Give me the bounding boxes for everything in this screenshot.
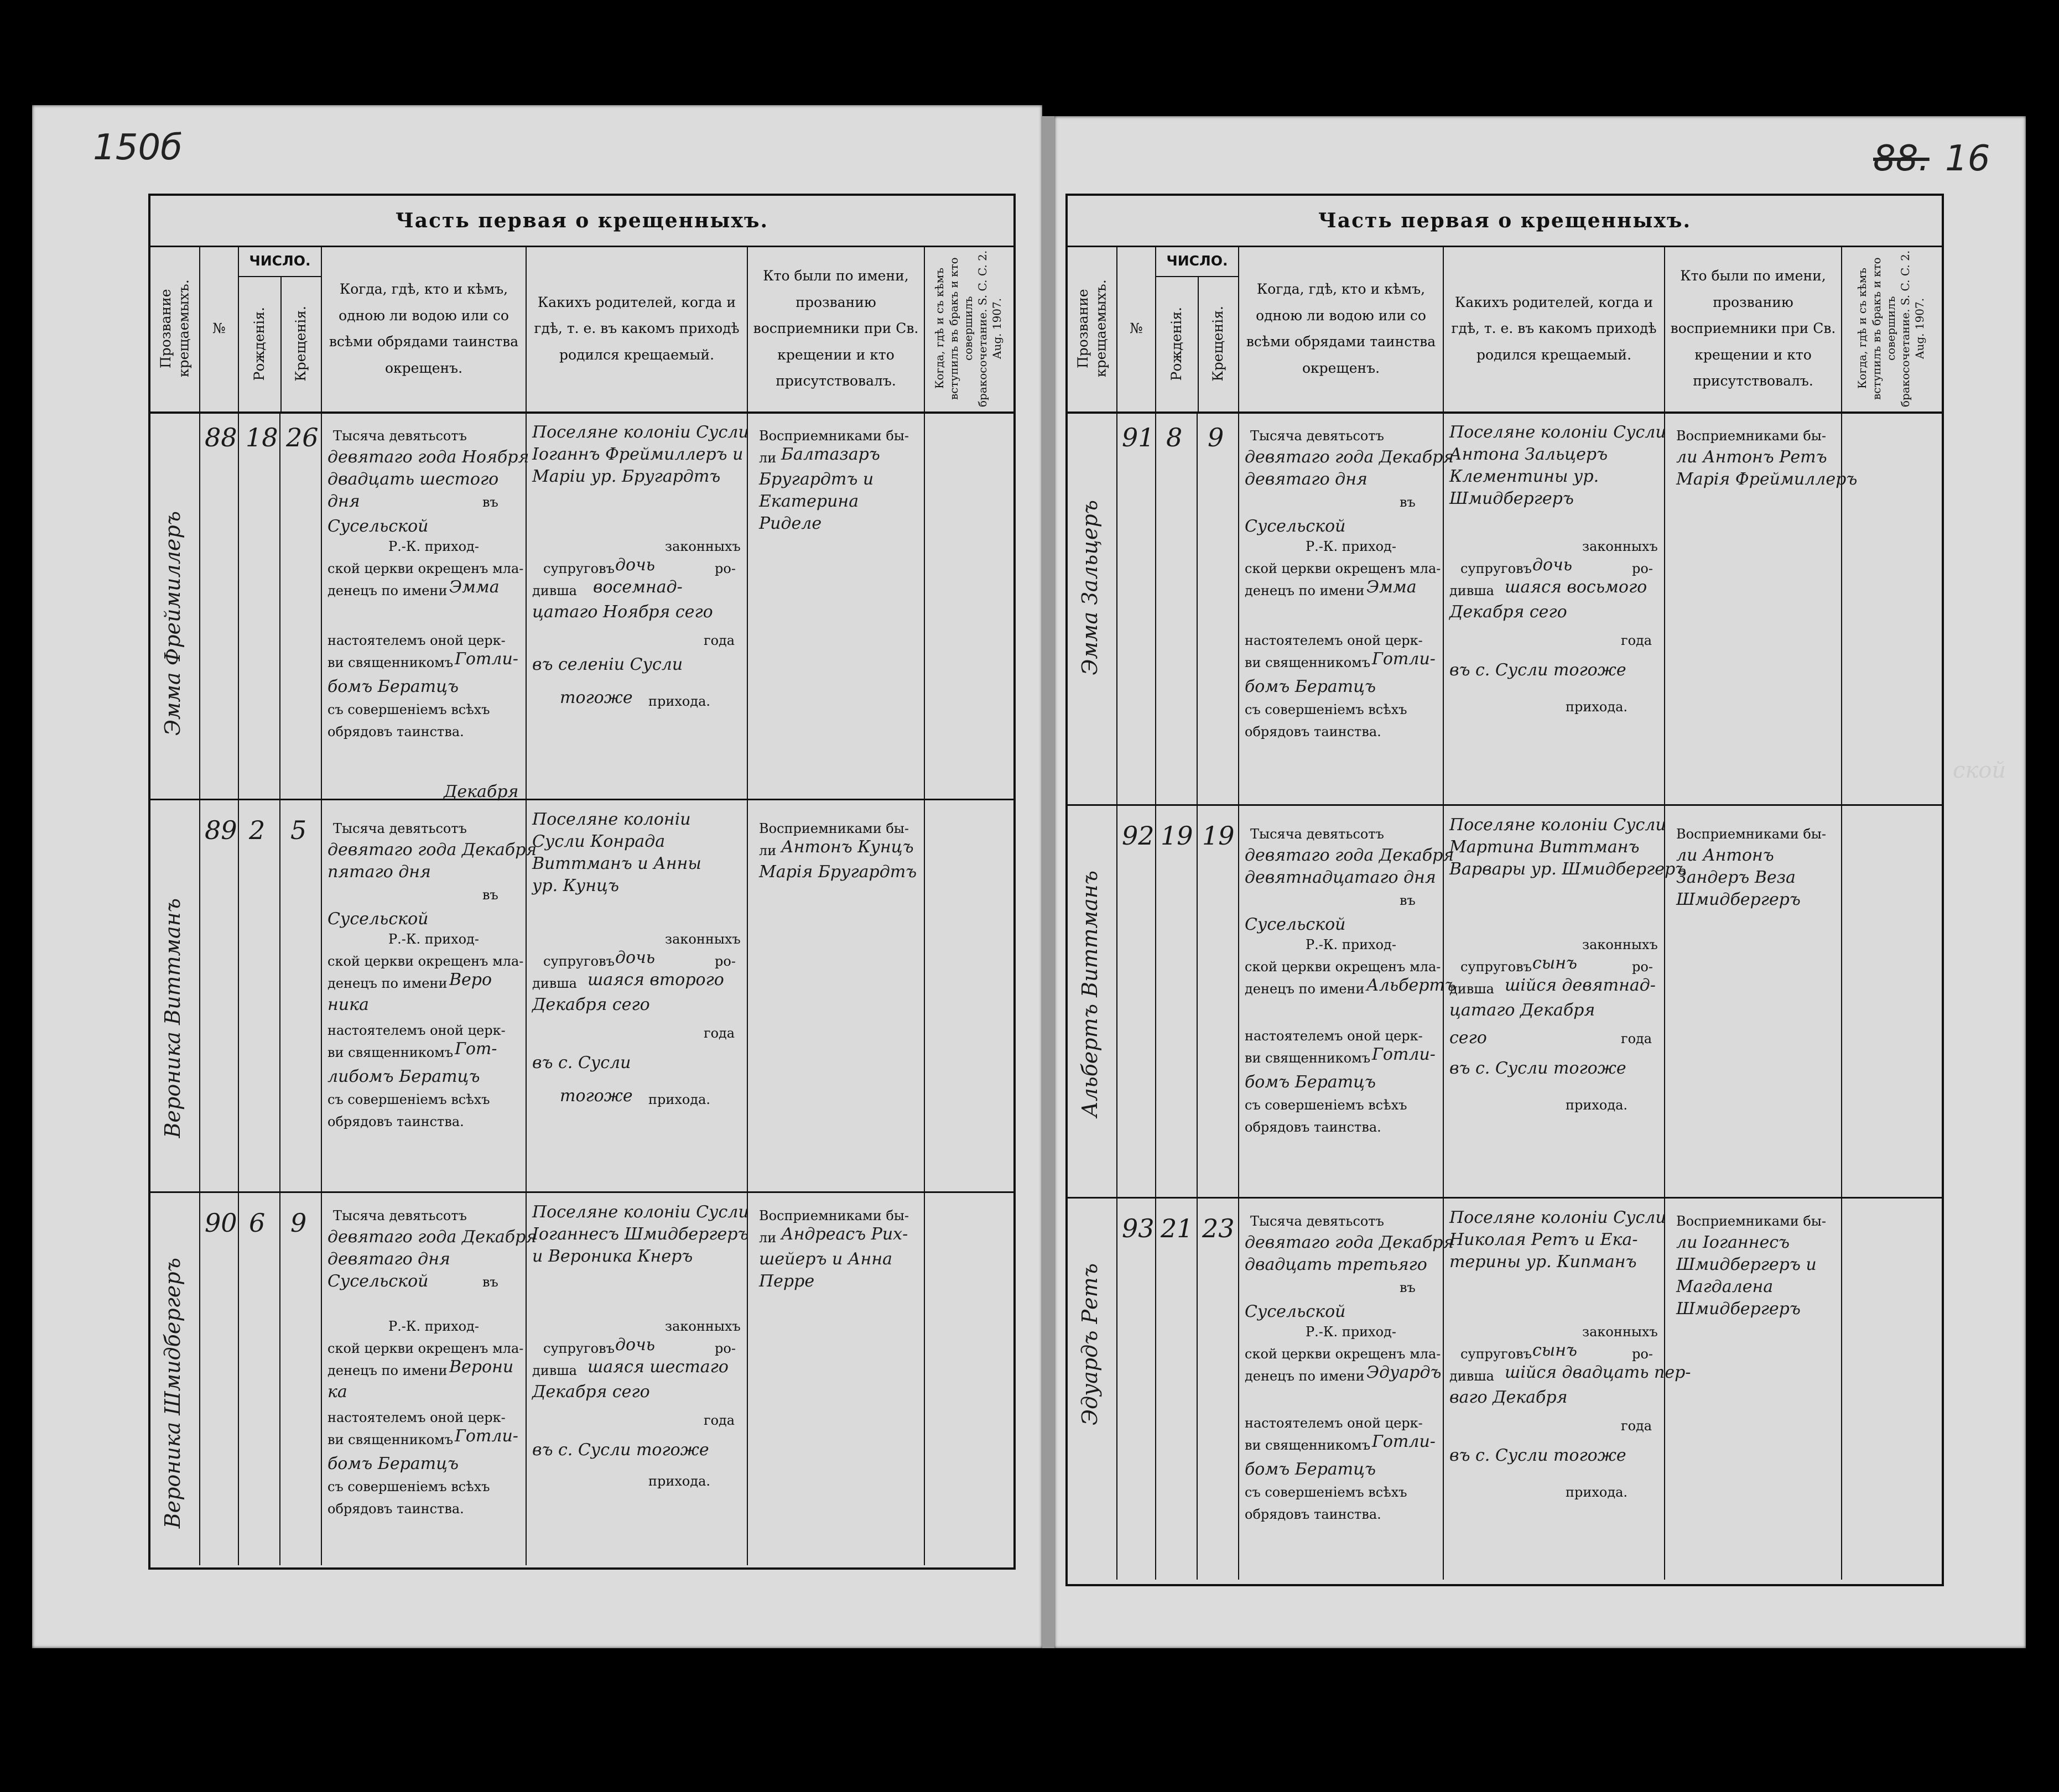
hw-godparents: Риделе (759, 514, 822, 533)
hw-godparents: Магдалена (1676, 1277, 1774, 1296)
hw-day-word: дня (327, 492, 360, 511)
printed-rites: съ совершеніемъ всѣхъ (1245, 1097, 1407, 1113)
printed-pastor: настоятелемъ оной церк- (327, 633, 506, 648)
printed-priest: ви священникомъ (327, 655, 454, 670)
hw-birthdate: Декабря сего (532, 1382, 650, 1402)
printed-church: ской церкви окрещенъ мла- (1245, 561, 1441, 576)
printed-year: года (704, 1025, 735, 1041)
hw-parents: терины ур. Кипманъ (1449, 1252, 1637, 1272)
header-birth: Рожденія. (251, 306, 268, 381)
printed-rk: Р.-К. приход- (388, 539, 479, 554)
printed-church: ской церкви окрещенъ мла- (327, 561, 524, 576)
hw-parish: Сусельской (327, 1272, 429, 1291)
printed-in: въ (482, 494, 498, 510)
printed-thousand: Тысяча девятьсотъ (333, 821, 467, 836)
printed-pastor: настоятелемъ оной церк- (1245, 633, 1423, 648)
printed-born-f: дивша (1449, 583, 1494, 598)
hw-birthdate: ваго Декабря (1449, 1388, 1568, 1407)
hw-year: девятаго года Декабря (1245, 447, 1454, 467)
header-surname: Прозвание крещаемыхъ. (157, 279, 191, 378)
printed-priest: ви священникомъ (327, 1045, 454, 1060)
hw-child-gender: дочь (615, 948, 656, 967)
register-table-left (148, 194, 1016, 1570)
hw-name: Верони (449, 1357, 514, 1377)
header-marriage: Когда, гдѣ и съ кѣмъ вступилъ въ бракъ и кто совершилъ бракосочетание. S. C. C. 2. Aug. 1907. (1855, 250, 1926, 407)
book-binding (1042, 116, 1054, 1648)
hw-day: девятаго дня (1245, 470, 1368, 489)
printed-born: ро- (1632, 561, 1653, 576)
header-chislo: ЧИСЛО. (239, 246, 321, 277)
printed-rk: Р.-К. приход- (388, 1319, 479, 1334)
hw-priest2: бомъ Бератцъ (1245, 677, 1376, 696)
entry-surname: Альбертъ Виттманъ (1078, 871, 1102, 1118)
printed-born-f: дивша (1449, 1368, 1494, 1384)
entry-surname: Вероника Виттманъ (160, 898, 185, 1138)
hw-godparents: Андреасъ Рих- (781, 1225, 908, 1244)
hw-godparents: шейеръ и Анна (759, 1249, 892, 1269)
entry-number: 92 (1122, 821, 1155, 851)
header-row-right (1068, 246, 1942, 414)
hw-priest: Гот- (455, 1039, 497, 1059)
hw-birthdate: Декабря сего (532, 995, 650, 1014)
hw-birthdate: сего (1449, 1028, 1487, 1048)
hw-godparents: Шмидбергеръ (1676, 1299, 1801, 1319)
printed-born-f: дивша (1449, 981, 1494, 997)
printed-year: года (704, 1413, 735, 1428)
printed-baby: денецъ по имени (1245, 1368, 1365, 1384)
printed-pastor: настоятелемъ оной церк- (1245, 1415, 1423, 1431)
printed-born: ро- (715, 1341, 736, 1356)
printed-spouses: супруговъ (543, 561, 615, 576)
printed-legit: законныхъ (1582, 539, 1658, 554)
printed-rites: съ совершеніемъ всѣхъ (327, 1092, 490, 1107)
hw-birthdate: Декабря сего (1449, 602, 1567, 622)
entry-birth-day: 6 (249, 1208, 266, 1238)
hw-parents: Клементины ур. (1449, 467, 1599, 486)
hw-day: двадцать шестого (327, 470, 499, 489)
hw-parents: Виттманъ и Анны (532, 854, 701, 873)
entry-surname: Эдуардъ Ретъ (1078, 1263, 1102, 1426)
header-birth: Рожденія. (1168, 306, 1185, 381)
header-when: Когда, гдѣ, кто и кѣмъ, одною ли водою или со всѣми обрядами таинства окрещенъ. (1246, 281, 1436, 376)
printed-born-f: дивша (532, 1363, 577, 1378)
entry-birth-day: 2 (249, 815, 266, 845)
folio-right: 16 (1945, 138, 1990, 179)
hw-parents: Сусли Конрада (532, 832, 665, 851)
hw-year: девятаго года Декабря (1245, 846, 1454, 865)
hw-parents: Поселяне колоніи Сусли (1449, 423, 1666, 442)
printed-baby: денецъ по имени (327, 1363, 448, 1378)
hw-godparents: Шмидбергеръ (1676, 890, 1801, 909)
printed-pastor: настоятелемъ оной церк- (327, 1410, 506, 1425)
hw-parents: Іоганнъ Фреймиллеръ и (532, 445, 743, 464)
hw-godparents: ли Іоганнесъ (1676, 1233, 1790, 1252)
hw-godparents: Марія Бругардтъ (759, 862, 917, 882)
hw-day: девятаго дня (327, 1249, 450, 1269)
folio-struck: 88. (1873, 138, 1930, 179)
entry-bapt-day: 23 (1202, 1213, 1235, 1243)
printed-godparents: Восприемниками бы- (1676, 1213, 1827, 1229)
header-baptism: Крещенія. (293, 306, 309, 382)
table-row (150, 782, 1013, 1193)
header-number: № (212, 320, 226, 337)
hw-name: Эмма (1366, 577, 1417, 597)
entry-number: 88 (205, 423, 237, 452)
entry-birth-day: 18 (246, 423, 278, 452)
printed-pastor: настоятелемъ оной церк- (1245, 1028, 1423, 1044)
entry-birth-day: 21 (1161, 1213, 1193, 1243)
entry-surname: Вероника Шмидбергеръ (160, 1258, 185, 1529)
printed-born: ро- (715, 954, 736, 969)
printed-rites: съ совершеніемъ всѣхъ (327, 1479, 490, 1494)
printed-year: года (1621, 633, 1652, 648)
folio-left: 150б (93, 127, 183, 168)
printed-sacrament: обрядовъ таинства. (1245, 724, 1381, 739)
hw-year: девятаго года Ноября (327, 447, 529, 467)
printed-parish: прихода. (1566, 1484, 1628, 1500)
printed-born-f: дивша (532, 583, 577, 598)
hw-birthdate: шаяся шестаго (587, 1357, 729, 1377)
printed-thousand: Тысяча девятьсотъ (333, 428, 467, 444)
entry-bapt-day: 9 (290, 1208, 307, 1238)
hw-child-gender: дочь (615, 1335, 656, 1355)
printed-priest: ви священникомъ (1245, 1437, 1371, 1453)
printed-legit: законныхъ (665, 1319, 741, 1334)
printed-rk: Р.-К. приход- (1306, 539, 1396, 554)
hw-child-gender: сынъ (1532, 1341, 1577, 1360)
printed-rk: Р.-К. приход- (1306, 937, 1396, 952)
hw-parents: Поселяне колоніи (532, 810, 691, 829)
hw-month-note: Декабря (444, 782, 519, 801)
hw-name: Веро (449, 970, 492, 989)
printed-godparents2: ли (759, 1230, 777, 1246)
table-row (150, 1191, 1013, 1565)
entry-number: 90 (205, 1208, 237, 1238)
table-row (1068, 804, 1942, 1199)
hw-village: въ с. Сусли тогоже (1449, 1059, 1626, 1078)
hw-godparents: Марія Фреймиллеръ (1676, 470, 1858, 489)
left-page (32, 105, 1042, 1648)
printed-church: ской церкви окрещенъ мла- (1245, 959, 1441, 975)
hw-year: девятаго года Декабря (327, 1227, 537, 1247)
hw-parish: Сусельской (1245, 1302, 1346, 1321)
header-chislo: ЧИСЛО. (1156, 246, 1238, 277)
hw-parents: ур. Кунцъ (532, 876, 619, 895)
hw-godparents: Бругардтъ и (759, 470, 874, 489)
header-godparents: Кто были по имени, прозванию восприемники при Св. крещении и кто присутствовалъ. (1670, 268, 1836, 389)
hw-name: Альбертъ (1366, 976, 1456, 995)
hw-godparents: Шмидбергеръ и (1676, 1255, 1817, 1274)
margin-note: ской (1953, 758, 2006, 783)
printed-parish: прихода. (648, 1092, 711, 1107)
hw-parish: Сусельской (327, 909, 429, 929)
hw-priest: Готли- (455, 1426, 518, 1446)
hw-day: пятаго дня (327, 862, 431, 882)
entry-surname: Эмма Фреймиллеръ (160, 511, 185, 736)
hw-day: двадцать третьяго (1245, 1255, 1427, 1274)
hw-parents: и Вероника Кнеръ (532, 1247, 693, 1266)
header-godparents: Кто были по имени, прозванию восприемники при Св. крещении и кто присутствовалъ. (753, 268, 919, 389)
hw-parish: Сусельской (1245, 517, 1346, 536)
printed-sacrament: обрядовъ таинства. (327, 1114, 464, 1129)
printed-parish: прихода. (648, 1473, 711, 1489)
printed-thousand: Тысяча девятьсотъ (333, 1208, 467, 1223)
entry-bapt-day: 9 (1208, 423, 1224, 452)
printed-godparents2: ли (759, 450, 777, 466)
hw-parents: Маріи ур. Бругардтъ (532, 467, 721, 486)
hw-parents: Варвары ур. Шмидбергеръ (1449, 859, 1687, 879)
hw-priest: Готли- (1372, 1432, 1436, 1451)
printed-rites: съ совершеніемъ всѣхъ (1245, 702, 1407, 717)
printed-parish: прихода. (1566, 1097, 1628, 1113)
printed-year: года (1621, 1418, 1652, 1434)
hw-village: въ селеніи Сусли (532, 655, 683, 674)
hw-village: въ с. Сусли тогоже (532, 1440, 709, 1460)
hw-priest: Готли- (1372, 1045, 1436, 1064)
hw-village: въ с. Сусли (532, 1053, 631, 1072)
hw-priest2: бомъ Бератцъ (327, 1454, 459, 1473)
printed-godparents: Восприемниками бы- (1676, 428, 1827, 444)
hw-year: девятаго года Декабря (327, 840, 537, 859)
hw-parents: Поселяне колоніи Сусли (1449, 1208, 1666, 1227)
printed-born: ро- (1632, 959, 1653, 975)
printed-baby: денецъ по имени (1245, 981, 1365, 997)
table-row (150, 411, 1013, 800)
hw-parents: Антона Зальцеръ (1449, 445, 1608, 464)
hw-priest2: бомъ Бератцъ (1245, 1072, 1376, 1092)
printed-born: ро- (715, 561, 736, 576)
hw-priest: Готли- (1372, 649, 1436, 669)
hw-parents: Іоганнесъ Шмидбергеръ (532, 1225, 749, 1244)
printed-spouses: супруговъ (1460, 561, 1532, 576)
header-row-left (150, 246, 1013, 414)
hw-birthdate: шійся девятнад- (1505, 976, 1656, 995)
hw-birthdate: шаяся восьмого (1505, 577, 1647, 597)
hw-child-gender: дочь (1532, 555, 1573, 575)
printed-godparents: Восприемниками бы- (759, 821, 909, 836)
printed-baby: денецъ по имени (1245, 583, 1365, 598)
entry-number: 91 (1122, 423, 1155, 452)
printed-pastor: настоятелемъ оной церк- (327, 1023, 506, 1038)
printed-godparents: Восприемниками бы- (1676, 826, 1827, 842)
hw-name: Эдуардъ (1366, 1363, 1442, 1382)
header-parents: Какихъ родителей, когда и гдѣ, т. е. въ какомъ приходѣ родился крещаемый. (1451, 294, 1657, 363)
hw-birthdate: восемнад- (593, 577, 683, 597)
entry-bapt-day: 26 (286, 423, 319, 452)
printed-in: въ (1400, 494, 1416, 510)
printed-in: въ (1400, 893, 1416, 908)
printed-church: ской церкви окрещенъ мла- (1245, 1346, 1441, 1362)
header-when: Когда, гдѣ, кто и кѣмъ, одною ли водою или со всѣми обрядами таинства окрещенъ. (329, 281, 519, 376)
entry-bapt-day: 5 (290, 815, 307, 845)
hw-godparents: Антонъ Кунцъ (781, 837, 914, 857)
table-row (1068, 1197, 1942, 1580)
header-marriage: Когда, гдѣ и съ кѣмъ вступилъ въ бракъ и кто совершилъ бракосочетание. S. C. C. 2. Aug. 1907. (933, 250, 1003, 407)
printed-in: въ (1400, 1280, 1416, 1295)
printed-parish: прихода. (1566, 699, 1628, 715)
printed-legit: законныхъ (665, 539, 741, 554)
hw-parish: Сусельской (327, 517, 429, 536)
entry-bapt-day: 19 (1202, 821, 1235, 851)
printed-priest: ви священникомъ (1245, 1050, 1371, 1066)
hw-parents: Шмидбергеръ (1449, 489, 1574, 508)
printed-sacrament: обрядовъ таинства. (327, 724, 464, 739)
entry-birth-day: 19 (1161, 821, 1193, 851)
printed-in: въ (482, 887, 498, 903)
hw-birthdate: шійся двадцать пер- (1505, 1363, 1691, 1382)
hw-godparents: Перре (759, 1272, 815, 1291)
printed-thousand: Тысяча девятьсотъ (1250, 826, 1384, 842)
printed-rk: Р.-К. приход- (388, 931, 479, 947)
hw-name: Эмма (449, 577, 500, 597)
printed-spouses: супруговъ (1460, 1346, 1532, 1362)
hw-child-gender: сынъ (1532, 954, 1577, 973)
page-title-left: Часть первая о крещенныхъ. (150, 196, 1013, 247)
hw-year: девятаго года Декабря (1245, 1233, 1454, 1252)
printed-rk: Р.-К. приход- (1306, 1324, 1396, 1340)
printed-godparents: Восприемниками бы- (759, 1208, 909, 1223)
hw-birthdate: шаяся второго (587, 970, 724, 989)
hw-birthdate: цатаго Ноября сего (532, 602, 713, 622)
hw-village: въ с. Сусли тогоже (1449, 660, 1626, 680)
header-baptism: Крещенія. (1210, 306, 1226, 382)
printed-born: ро- (1632, 1346, 1653, 1362)
printed-in: въ (482, 1274, 498, 1290)
printed-baby: денецъ по имени (327, 583, 448, 598)
printed-thousand: Тысяча девятьсотъ (1250, 428, 1384, 444)
hw-godparents: Балтазаръ (781, 445, 880, 464)
hw-same: тогоже (560, 1086, 633, 1106)
printed-rites: съ совершеніемъ всѣхъ (327, 702, 490, 717)
hw-birthdate: цатаго Декабря (1449, 1001, 1595, 1020)
register-table-right (1065, 194, 1944, 1586)
printed-sacrament: обрядовъ таинства. (1245, 1119, 1381, 1135)
printed-rites: съ совершеніемъ всѣхъ (1245, 1484, 1407, 1500)
hw-name2: ка (327, 1382, 347, 1402)
hw-godparents: ли Антонъ (1676, 846, 1774, 865)
printed-godparents2: ли (759, 843, 777, 858)
hw-parents: Поселяне колоніи Сусли (532, 423, 749, 442)
printed-church: ской церкви окрещенъ мла- (327, 1341, 524, 1356)
printed-spouses: супруговъ (543, 1341, 615, 1356)
hw-day: девятнадцатаго дня (1245, 868, 1436, 887)
printed-priest: ви священникомъ (327, 1432, 454, 1447)
printed-thousand: Тысяча девятьсотъ (1250, 1213, 1384, 1229)
hw-priest2: бомъ Бератцъ (1245, 1460, 1376, 1479)
hw-parents: Поселяне колоніи Сусли (1449, 815, 1666, 835)
printed-spouses: супруговъ (543, 954, 615, 969)
hw-priest2: либомъ Бератцъ (327, 1067, 480, 1086)
hw-godparents: Екатерина (759, 492, 859, 511)
hw-parents: Николая Ретъ и Ека- (1449, 1230, 1638, 1249)
printed-baby: денецъ по имени (327, 976, 448, 991)
header-number: № (1130, 320, 1143, 337)
right-page (1054, 116, 2026, 1648)
page-title-right: Часть первая о крещенныхъ. (1068, 196, 1942, 247)
hw-priest2: бомъ Бератцъ (327, 677, 459, 696)
hw-godparents: ли Антонъ Ретъ (1676, 447, 1827, 467)
printed-spouses: супруговъ (1460, 959, 1532, 975)
printed-godparents: Восприемниками бы- (759, 428, 909, 444)
entry-number: 93 (1122, 1213, 1155, 1243)
printed-priest: ви священникомъ (1245, 655, 1371, 670)
printed-year: года (1621, 1031, 1652, 1046)
hw-parents: Мартина Виттманъ (1449, 837, 1640, 857)
printed-legit: законныхъ (1582, 1324, 1658, 1340)
printed-sacrament: обрядовъ таинства. (327, 1501, 464, 1517)
hw-godparents: Зандеръ Веза (1676, 868, 1796, 887)
printed-born-f: дивша (532, 976, 577, 991)
hw-parents: Поселяне колоніи Сусли (532, 1202, 749, 1222)
printed-legit: законныхъ (665, 931, 741, 947)
hw-parish: Сусельской (1245, 915, 1346, 934)
hw-priest: Готли- (455, 649, 518, 669)
hw-same: тогоже (560, 688, 633, 707)
hw-name2: ника (327, 995, 369, 1014)
hw-child-gender: дочь (615, 555, 656, 575)
printed-sacrament: обрядовъ таинства. (1245, 1507, 1381, 1522)
header-parents: Какихъ родителей, когда и гдѣ, т. е. въ какомъ приходѣ родился крещаемый. (534, 294, 740, 363)
entry-surname: Эмма Зальцеръ (1078, 500, 1102, 675)
printed-parish: прихода. (648, 694, 711, 709)
printed-year: года (704, 633, 735, 648)
printed-church: ской церкви окрещенъ мла- (327, 954, 524, 969)
entry-number: 89 (205, 815, 237, 845)
hw-village: въ с. Сусли тогоже (1449, 1446, 1626, 1465)
header-surname: Прозвание крещаемыхъ. (1074, 279, 1109, 378)
entry-birth-day: 8 (1166, 423, 1183, 452)
table-row (1068, 411, 1942, 806)
printed-legit: законныхъ (1582, 937, 1658, 952)
